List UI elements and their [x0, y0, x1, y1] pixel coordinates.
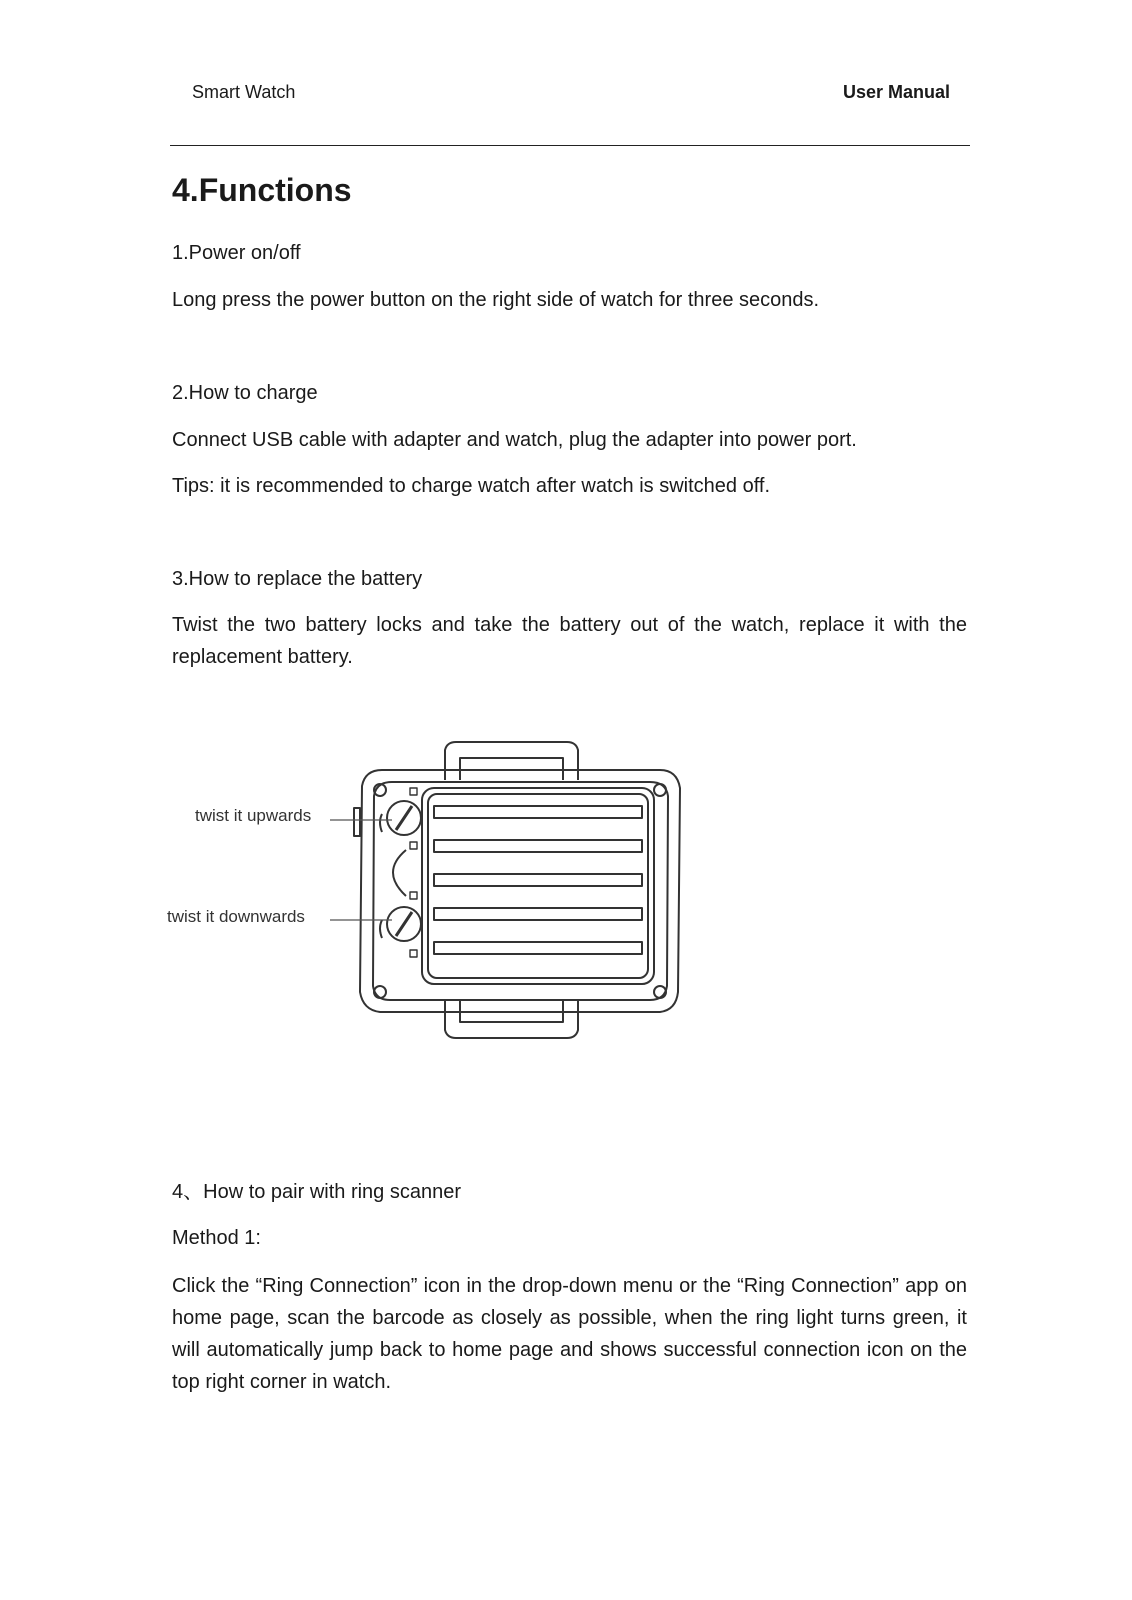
- charge-instructions: Connect USB cable with adapter and watch, plug the adapter into power port.: [172, 429, 857, 451]
- section-heading-battery: 3.How to replace the battery: [172, 568, 423, 590]
- header-product-name: Smart Watch: [192, 82, 296, 102]
- page-title: 4.Functions: [172, 172, 352, 208]
- pairing-instructions: Click the “Ring Connection” icon in the drop-down menu or the “Ring Connection” app on home page, scan the barcode as closely as possible, when the ring light turns green, it will automatically jump back to home page and shows successful connection icon on the top right corner in watch.: [172, 1275, 967, 1393]
- header-document-type: User Manual: [842, 82, 950, 102]
- power-instructions: Long press the power button on the right side of watch for three seconds.: [172, 289, 820, 311]
- battery-diagram: [160, 730, 720, 1050]
- watch-back-illustration: [160, 730, 720, 1050]
- section-heading-charge: 2.How to charge: [172, 382, 318, 404]
- header-divider: [170, 145, 970, 146]
- section-heading-power: 1.Power on/off: [172, 242, 301, 264]
- section-heading-pairing: 4、How to pair with ring scanner: [172, 1181, 462, 1203]
- charge-tips: Tips: it is recommended to charge watch after watch is switched off.: [172, 475, 771, 497]
- callout-twist-upwards: twist it upwards: [195, 806, 312, 825]
- battery-instructions: Twist the two battery locks and take the battery out of the watch, replace it with the replacement battery.: [172, 614, 967, 668]
- callout-twist-downwards: twist it downwards: [167, 907, 305, 926]
- pairing-method-label: Method 1:: [172, 1227, 261, 1249]
